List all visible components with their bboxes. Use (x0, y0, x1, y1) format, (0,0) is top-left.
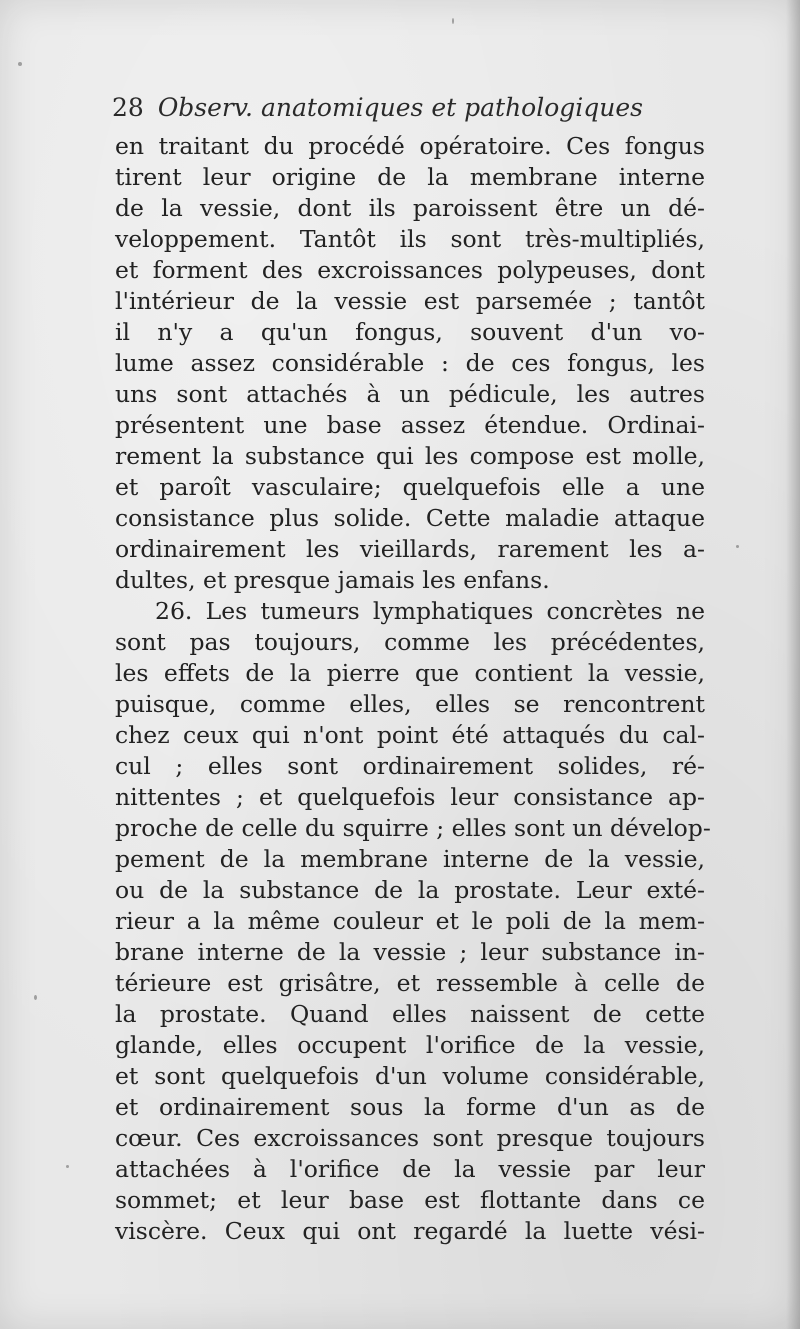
text-line: attachées à l'orifice de la vessie par leur (115, 1155, 705, 1183)
text-line: puisque, comme elles, elles se rencontrent (115, 690, 705, 718)
text-line: lume assez considérable : de ces fongus, les (115, 349, 705, 377)
text-line: sommet; et leur base est flottante dans ce (115, 1186, 705, 1214)
paper-speck (736, 545, 739, 548)
paper-speck (34, 995, 37, 1000)
text-line: les effets de la pierre que contient la vessie, (115, 659, 705, 687)
page-edge-shadow (786, 0, 800, 1329)
text-line: pement de la membrane interne de la vessie, (115, 845, 705, 873)
body-text (115, 131, 711, 1247)
text-line: l'intérieur de la vessie est parsemée ; tantôt (115, 287, 705, 315)
text-line: présentent une base assez étendue. Ordinai- (115, 411, 705, 439)
page-number: 28 (112, 93, 144, 122)
text-line: proche de celle du squirre ; elles sont un dévelop- (115, 814, 711, 842)
text-line: nittentes ; et quelquefois leur consistance ap- (115, 783, 705, 811)
text-line: chez ceux qui n'ont point été attaqués du cal- (115, 721, 705, 749)
text-line: en traitant du procédé opératoire. Ces fongus (115, 132, 705, 160)
text-line: et sont quelquefois d'un volume considérable, (115, 1062, 705, 1090)
paper-speck (66, 1165, 69, 1168)
text-line: et forment des excroissances polypeuses, dont (115, 256, 705, 284)
text-line: la prostate. Quand elles naissent de cette (115, 1000, 705, 1028)
running-title: Observ. anatomiques et pathologiques (157, 93, 643, 122)
text-line: brane interne de la vessie ; leur substance in- (115, 938, 705, 966)
text-line: uns sont attachés à un pédicule, les autres (115, 380, 705, 408)
text-line: il n'y a qu'un fongus, souvent d'un vo- (115, 318, 705, 346)
text-line: consistance plus solide. Cette maladie attaque (115, 504, 705, 532)
text-line: rement la substance qui les compose est molle, (115, 442, 705, 470)
text-line: et paroît vasculaire; quelquefois elle a une (115, 473, 705, 501)
text-line: ordinairement les vieillards, rarement les a- (115, 535, 705, 563)
paper-speck (18, 62, 22, 66)
text-line: et ordinairement sous la forme d'un as de (115, 1093, 705, 1121)
page-header (112, 93, 672, 133)
text-line: térieure est grisâtre, et ressemble à celle de (115, 969, 705, 997)
text-line: cœur. Ces excroissances sont presque toujours (115, 1124, 705, 1152)
text-line: viscère. Ceux qui ont regardé la luette vési- (115, 1217, 705, 1245)
paper-speck (452, 18, 454, 24)
text-line: cul ; elles sont ordinairement solides, ré- (115, 752, 705, 780)
text-line: ou de la substance de la prostate. Leur exté- (115, 876, 705, 904)
text-line: veloppement. Tantôt ils sont très-multipliés, (115, 225, 705, 253)
text-line: glande, elles occupent l'orifice de la vessie, (115, 1031, 705, 1059)
text-line: sont pas toujours, comme les précédentes, (115, 628, 705, 656)
text-line: tirent leur origine de la membrane interne (115, 163, 705, 191)
text-line: de la vessie, dont ils paroissent être un dé- (115, 194, 705, 222)
paragraph-start-line: 26. Les tumeurs lymphatiques concrètes ne (155, 597, 705, 625)
text-line: rieur a la même couleur et le poli de la mem- (115, 907, 705, 935)
paragraph-end-line: dultes, et presque jamais les enfans. (115, 566, 550, 594)
